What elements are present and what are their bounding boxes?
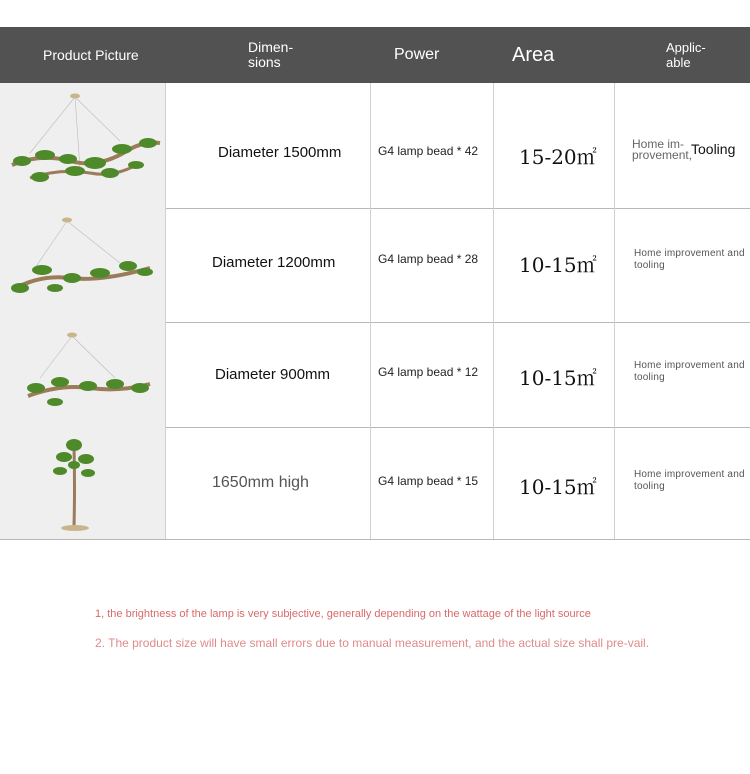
header-power: Power — [394, 46, 440, 63]
column-divider — [614, 208, 615, 322]
product-image-branch-chandelier-large — [0, 83, 165, 208]
column-divider — [493, 208, 494, 322]
column-divider — [165, 208, 166, 322]
table-row — [0, 322, 750, 428]
column-divider — [370, 322, 371, 427]
product-image-branch-chandelier-small — [0, 322, 165, 427]
note-size-error: 2. The product size will have small errors due to manual measurement, and the actual size shall pre-vail. — [95, 636, 650, 650]
applicable-cell: Home improvement and tooling — [634, 360, 745, 383]
applicable-cell: Home im-provement, — [632, 137, 693, 162]
applicable-cell: Home improvement and tooling — [634, 248, 745, 271]
area-cell: 10-15㎡ — [519, 475, 597, 499]
column-divider — [370, 83, 371, 208]
product-image-branch-chandelier-medium — [0, 208, 165, 322]
dimensions-cell: 1650mm high — [212, 474, 309, 491]
column-divider — [165, 427, 166, 539]
header-dimensions: Dimen-sions — [248, 39, 294, 70]
column-divider — [493, 83, 494, 208]
dimensions-cell: Diameter 1500mm — [218, 144, 342, 161]
dimensions-cell: Diameter 900mm — [215, 366, 331, 383]
power-cell: G4 lamp bead * 15 — [378, 474, 479, 488]
area-cell: 15-20㎡ — [519, 145, 597, 169]
column-divider — [493, 427, 494, 539]
header-area: Area — [512, 43, 555, 66]
header-applicable: Applic-able — [666, 40, 706, 70]
table-row — [0, 208, 750, 323]
column-divider — [370, 208, 371, 322]
column-divider — [165, 83, 166, 208]
table-row — [0, 427, 750, 540]
area-cell: 10-15㎡ — [519, 366, 597, 390]
dimensions-cell: Diameter 1200mm — [212, 254, 336, 271]
power-cell: G4 lamp bead * 42 — [378, 144, 479, 158]
applicable-cell: Home improvement and tooling — [634, 469, 745, 492]
note-brightness: 1, the brightness of the lamp is very subjective, generally depending on the wattage of the light source — [95, 608, 591, 620]
power-cell: G4 lamp bead * 28 — [378, 252, 479, 266]
column-divider — [370, 427, 371, 539]
column-divider — [614, 83, 615, 208]
column-divider — [614, 427, 615, 539]
area-cell: 10-15㎡ — [519, 253, 597, 277]
table-header — [0, 27, 750, 83]
applicable-cell-extra: Tooling — [691, 141, 736, 157]
header-product-picture: Product Picture — [43, 47, 139, 63]
power-cell: G4 lamp bead * 12 — [378, 365, 479, 379]
column-divider — [614, 322, 615, 427]
table-row — [0, 83, 750, 209]
product-image-tree-floor-lamp — [0, 427, 165, 539]
column-divider — [165, 322, 166, 427]
column-divider — [493, 322, 494, 427]
